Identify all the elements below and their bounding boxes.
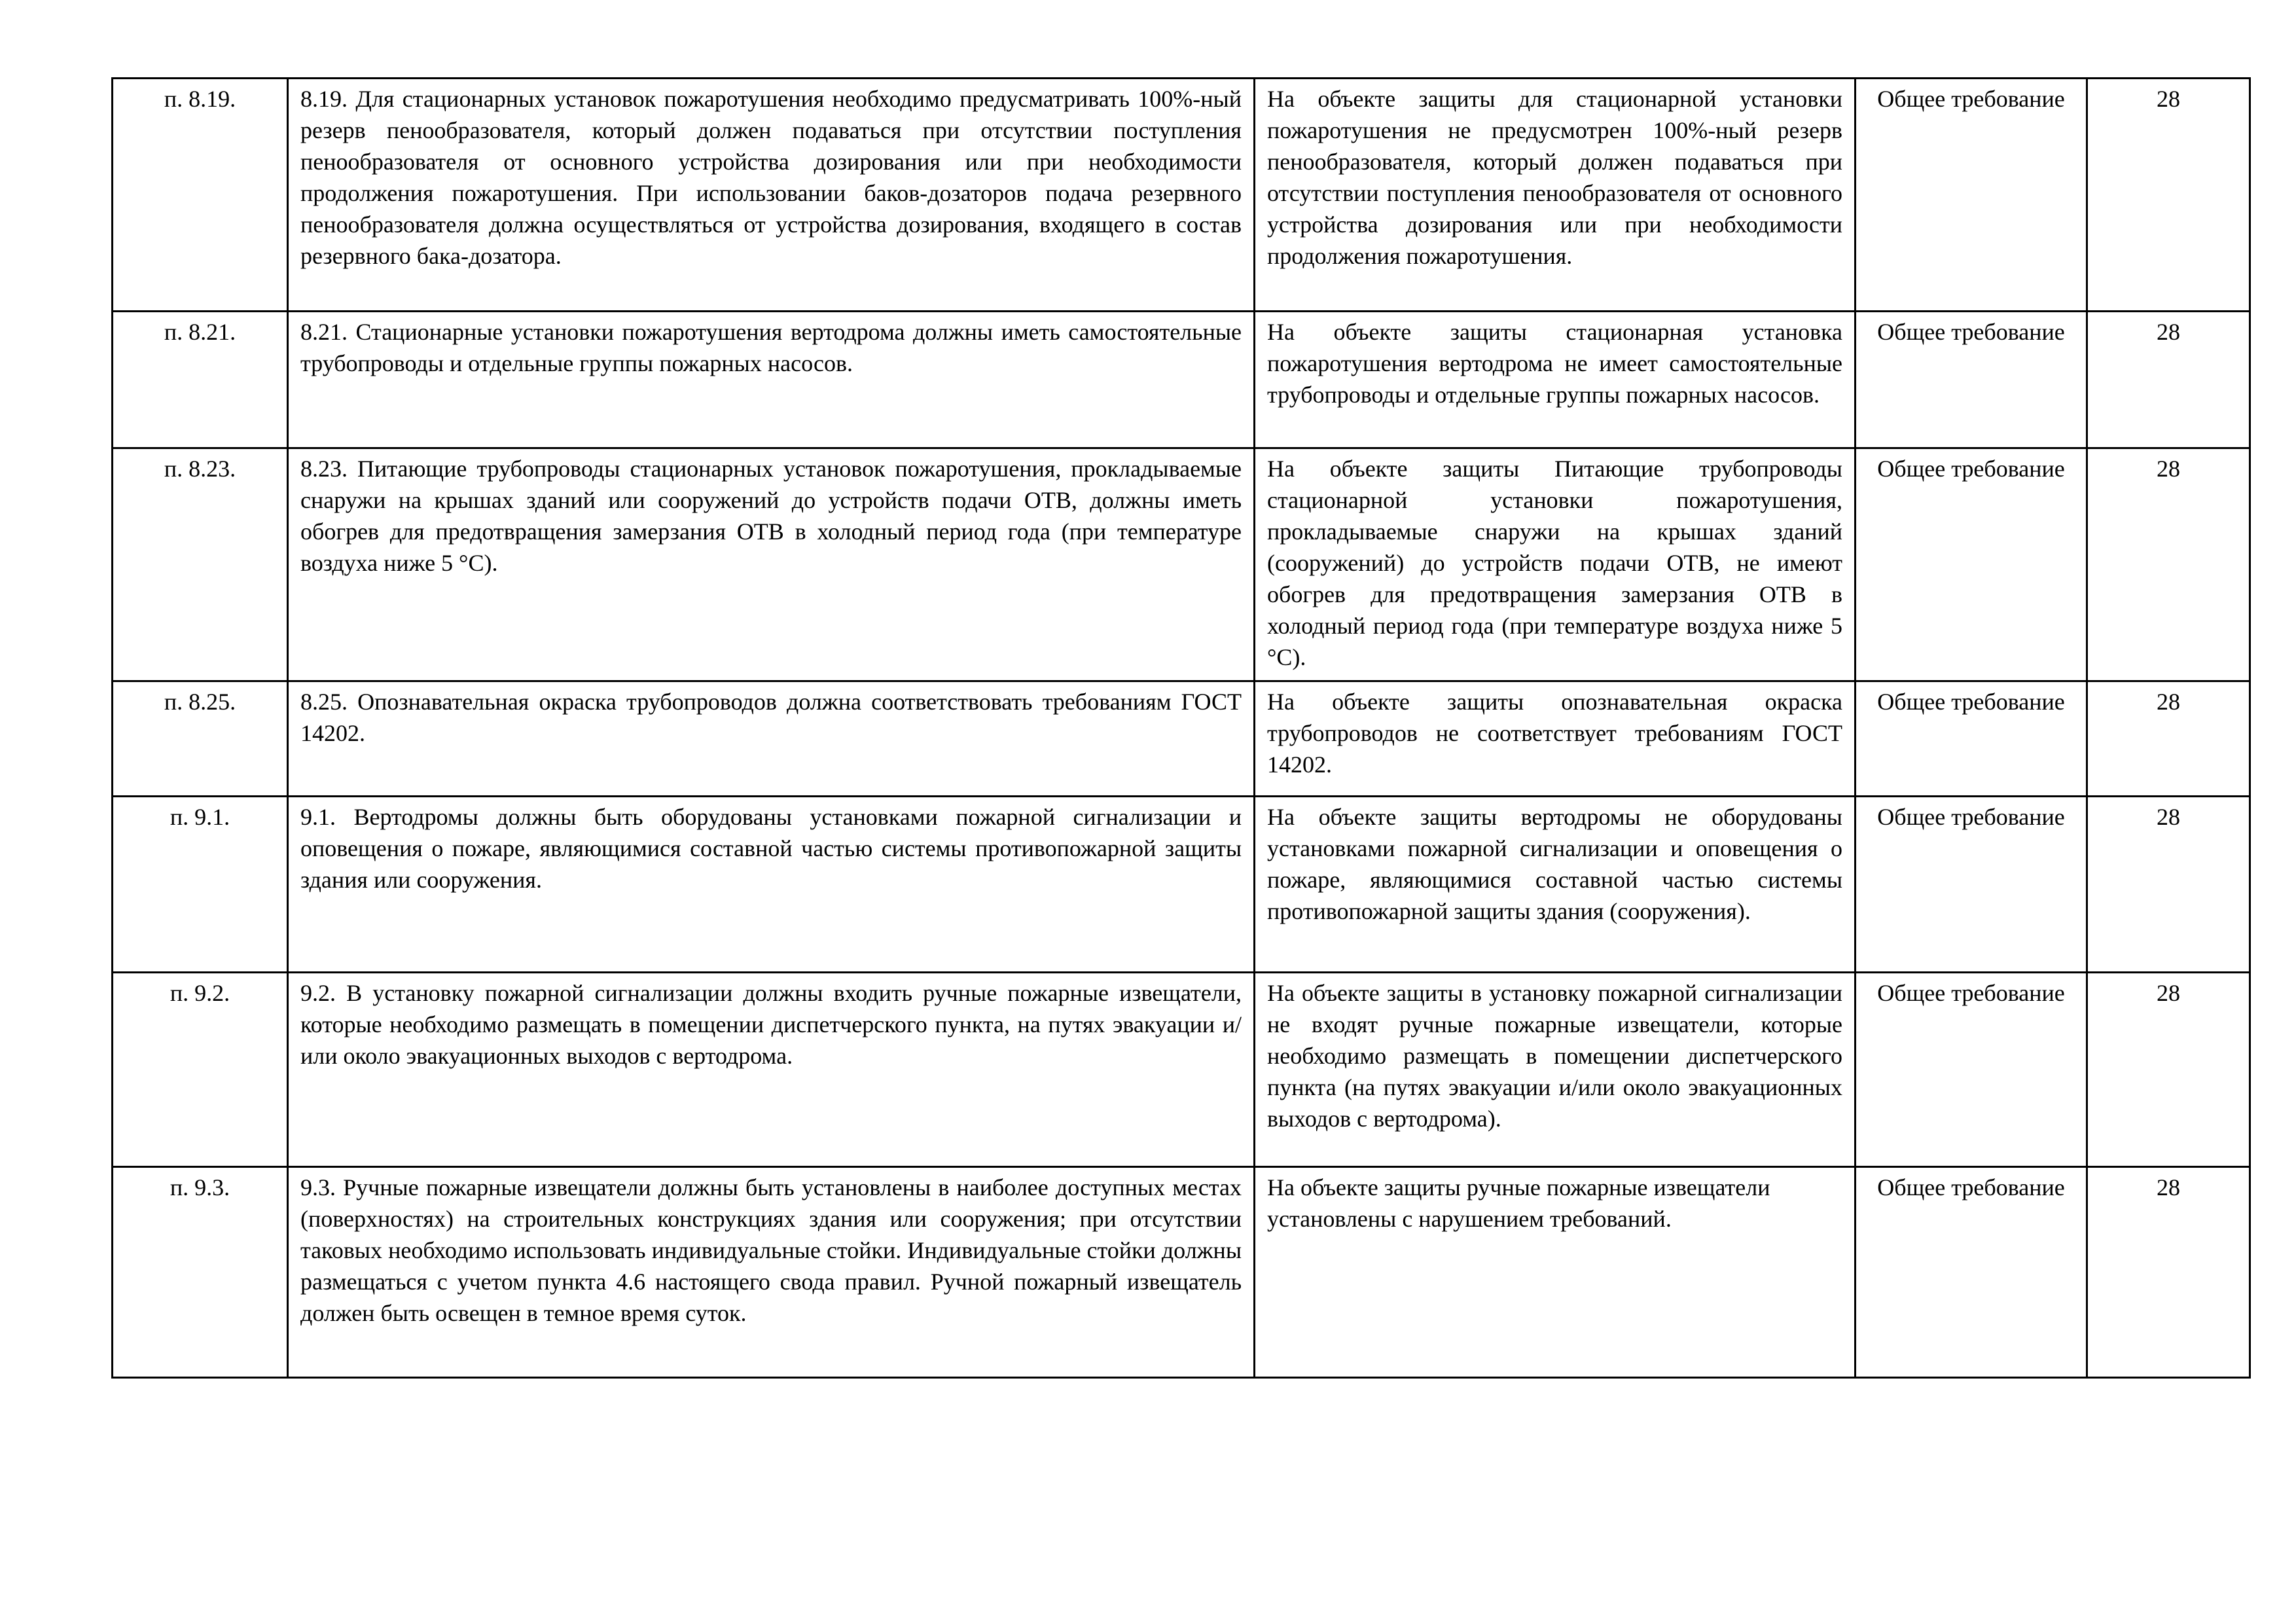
table-row <box>113 79 2250 312</box>
requirement-type-cell: Общее требование <box>1856 79 2087 312</box>
reference-cell: 28 <box>2087 79 2250 312</box>
requirement-cell: 9.1. Вертодромы должны быть оборудованы установками пожарной сигнализации и оповещения о пожаре, являющимися составной частью системы противопожарной защиты здания или сооружения. <box>288 797 1255 973</box>
table-row <box>113 312 2250 448</box>
requirement-cell: 9.2. В установку пожарной сигнализации должны входить ручные пожарные извещатели, которые необходимо размещать в помещении диспетчерского пункта, на путях эвакуации и/или около эвакуационных выходов с вертодрома. <box>288 973 1255 1167</box>
finding-cell: На объекте защиты опознавательная окраска трубопроводов не соответствует требованиям ГОСТ 14202. <box>1255 681 1856 797</box>
point-cell: п. 8.19. <box>113 79 288 312</box>
reference-cell: 28 <box>2087 448 2250 681</box>
table-row <box>113 681 2250 797</box>
reference-cell: 28 <box>2087 973 2250 1167</box>
reference-cell: 28 <box>2087 1167 2250 1378</box>
requirement-type-cell: Общее требование <box>1856 312 2087 448</box>
finding-cell: На объекте защиты для стационарной установки пожаротушения не предусмотрен 100%-ный резерв пенообразователя, который должен подаваться при отсутствии поступления пенообразователя от основного устройства дозирования или при необходимости продолжения пожаротушения. <box>1255 79 1856 312</box>
requirement-cell: 8.23. Питающие трубопроводы стационарных установок пожаротушения, прокладываемые снаружи на крышах зданий или сооружений до устройств подачи ОТВ, должны иметь обогрев для предотвращения замерзания ОТВ в холодный период года (при температуре воздуха ниже 5 °С). <box>288 448 1255 681</box>
point-cell: п. 8.25. <box>113 681 288 797</box>
requirement-cell: 9.3. Ручные пожарные извещатели должны быть установлены в наиболее доступных местах (поверхностях) на строительных конструкциях здания или сооружения; при отсутствии таковых необходимо использовать индивидуальные стойки. Индивидуальные стойки должны размещаться с учетом пункта 4.6 настоящего свода правил. Ручной пожарный извещатель должен быть освещен в темное время суток. <box>288 1167 1255 1378</box>
point-cell: п. 9.2. <box>113 973 288 1167</box>
requirement-type-cell: Общее требование <box>1856 973 2087 1167</box>
requirement-type-cell: Общее требование <box>1856 448 2087 681</box>
requirement-type-cell: Общее требование <box>1856 1167 2087 1378</box>
point-cell: п. 8.23. <box>113 448 288 681</box>
table-row <box>113 448 2250 681</box>
requirement-cell: 8.21. Стационарные установки пожаротушения вертодрома должны иметь самостоятельные трубопроводы и отдельные группы пожарных насосов. <box>288 312 1255 448</box>
requirement-type-cell: Общее требование <box>1856 681 2087 797</box>
finding-cell: На объекте защиты ручные пожарные извещатели установлены с нарушением требований. <box>1255 1167 1856 1378</box>
point-cell: п. 8.21. <box>113 312 288 448</box>
reference-cell: 28 <box>2087 681 2250 797</box>
document-page <box>111 77 2249 1379</box>
reference-cell: 28 <box>2087 797 2250 973</box>
finding-cell: На объекте защиты стационарная установка пожаротушения вертодрома не имеет самостоятельные трубопроводы и отдельные группы пожарных насосов. <box>1255 312 1856 448</box>
violations-table <box>111 77 2251 1379</box>
table-row <box>113 797 2250 973</box>
finding-cell: На объекте защиты вертодромы не оборудованы установками пожарной сигнализации и оповещения о пожаре, являющимися составной частью системы противопожарной защиты здания (сооружения). <box>1255 797 1856 973</box>
table-row <box>113 1167 2250 1378</box>
table-row <box>113 973 2250 1167</box>
requirement-type-cell: Общее требование <box>1856 797 2087 973</box>
requirement-cell: 8.19. Для стационарных установок пожаротушения необходимо предусматривать 100%-ный резерв пенообразователя, который должен подаваться при отсутствии поступления пенообразователя от основного устройства дозирования или при необходимости продолжения пожаротушения. При использовании баков-дозаторов подача резервного пенообразователя должна осуществляться от устройства дозирования, входящего в состав резервного бака-дозатора. <box>288 79 1255 312</box>
finding-cell: На объекте защиты в установку пожарной сигнализации не входят ручные пожарные извещатели, которые необходимо размещать в помещении диспетчерского пункта (на путях эвакуации и/или около эвакуационных выходов с вертодрома). <box>1255 973 1856 1167</box>
reference-cell: 28 <box>2087 312 2250 448</box>
finding-cell: На объекте защиты Питающие трубопроводы стационарной установки пожаротушения, прокладываемые снаружи на крышах зданий (сооружений) до устройств подачи ОТВ, не имеют обогрев для предотвращения замерзания ОТВ в холодный период года (при температуре воздуха ниже 5 °С). <box>1255 448 1856 681</box>
point-cell: п. 9.3. <box>113 1167 288 1378</box>
point-cell: п. 9.1. <box>113 797 288 973</box>
requirement-cell: 8.25. Опознавательная окраска трубопроводов должна соответствовать требованиям ГОСТ 14202. <box>288 681 1255 797</box>
